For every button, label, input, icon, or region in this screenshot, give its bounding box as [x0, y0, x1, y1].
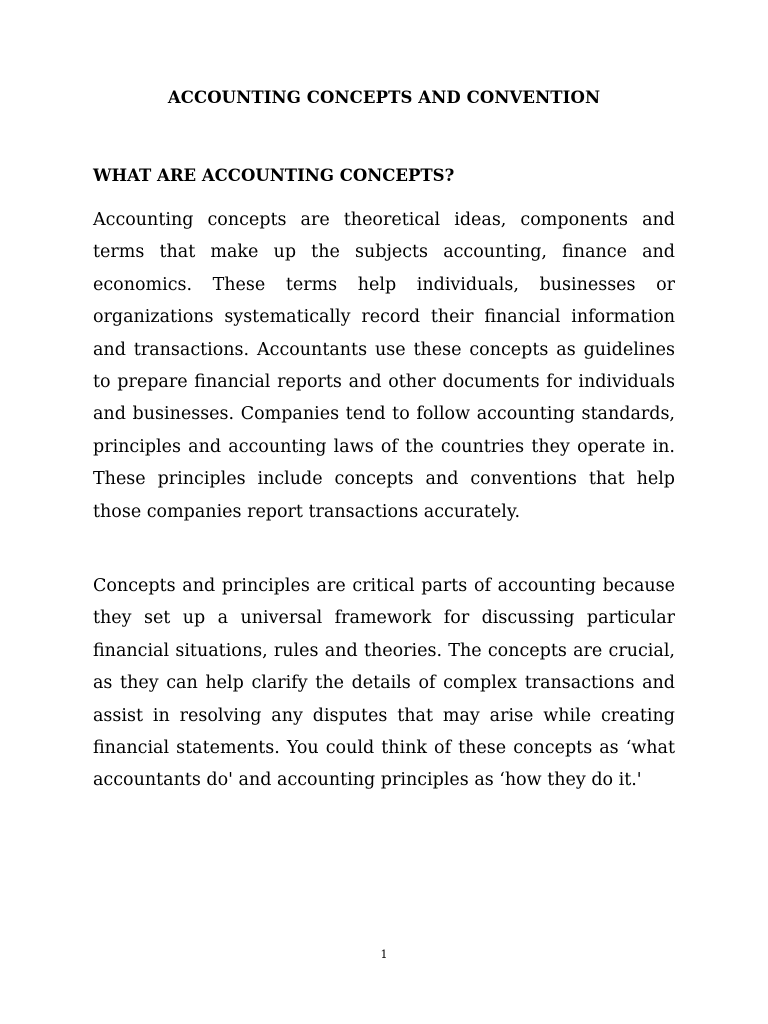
paragraph-2: Concepts and principles are critical parts of accounting because they set up a universal framework for discussing particular financial situations, rules and theories. The concepts are crucial, as they can help clarify the details of complex transactions and assist in resolving any disputes that may arise while creating financial statements. You could think of these concepts as ‘what accountants do' and accounting principles as ‘how they do it.': [93, 576, 675, 791]
page-number: 1: [380, 948, 388, 961]
section-heading: WHAT ARE ACCOUNTING CONCEPTS?: [93, 166, 455, 185]
document-title: ACCOUNTING CONCEPTS AND CONVENTION: [167, 88, 601, 107]
paragraph-1: Accounting concepts are theoretical ideas, components and terms that make up the subjects accounting, finance and economics. These terms help individuals, businesses or organizations systematically record their financial information and transactions. Accountants use these concepts as guidelines to prepare financial reports and other documents for individuals and businesses. Companies tend to follow accounting standards, principles and accounting laws of the countries they operate in. These principles include concepts and conventions that help those companies report transactions accurately.: [93, 210, 675, 522]
